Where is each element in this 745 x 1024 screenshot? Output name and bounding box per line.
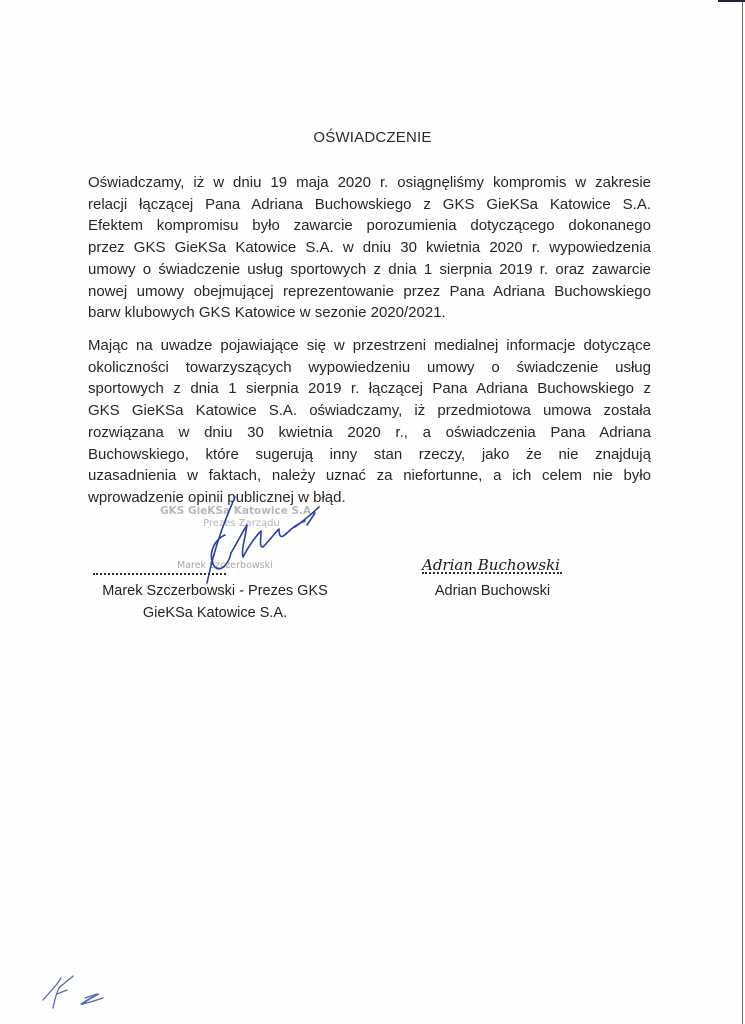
- signatory-left-company: GieKSa Katowice S.A.: [142, 605, 288, 621]
- scan-edge-right: [742, 0, 743, 1024]
- paragraph-line: barw klubowych GKS Katowice w sezonie 2020/2021.: [88, 304, 446, 322]
- handwritten-signature-left: [195, 495, 335, 590]
- initials-ink-strokes: [43, 976, 103, 1008]
- paragraph-line: przez GKS GieKSa Katowice S.A. w dniu 30 kwietnia 2020 r. wypowiedzenia: [88, 239, 651, 257]
- paragraph-line: Oświadczamy, iż w dniu 19 maja 2020 r. osiągnęliśmy kompromis w zakresie: [88, 174, 651, 191]
- signature-line-right: [422, 572, 562, 574]
- paragraph-line: wprowadzenie opinii publicznej w błąd.: [88, 488, 346, 506]
- signatory-left: [85, 580, 345, 624]
- paragraph-2: [88, 335, 651, 509]
- paragraph-line: rozwiązana w dniu 30 kwietnia 2020 r., a oświadczenia Pana Adriana: [88, 423, 651, 441]
- signature-script-text: Adrian Buchowski: [422, 556, 560, 574]
- paragraph-line: sportowych z dnia 1 sierpnia 2019 r. łączącej Pana Adriana Buchowskiego z: [88, 380, 651, 398]
- signature-ink-strokes: [207, 497, 319, 583]
- signatory-left-name: Marek Szczerbowski - Prezes GKS: [102, 583, 328, 599]
- paragraph-line: Mając na uwadze pojawiające się w przestrzeni medialnej informacje dotyczące: [88, 337, 651, 354]
- scan-edge-top: [718, 0, 745, 2]
- paragraph-line: umowy o świadczenie usług sportowych z dnia 1 sierpnia 2019 r. oraz zawarcie: [88, 260, 651, 278]
- paragraph-line: relacji łączącej Pana Adriana Buchowskiego z GKS GieKSa Katowice S.A.: [88, 195, 651, 213]
- stamp-signatory-name: Marek Szczerbowski: [177, 560, 273, 571]
- stamp-position: Prezes Zarządu: [203, 518, 280, 529]
- page-initials: [35, 968, 115, 1013]
- paragraph-1: [88, 172, 651, 324]
- paragraph-line: uzasadnienia w faktach, należy uznać za niefortunne, a ich celem nie było: [88, 467, 651, 485]
- document-title: OŚWIADCZENIE: [313, 129, 432, 146]
- paragraph-line: Buchowskiego, które sugerują inny stan rzeczy, jako że nie znajdują: [88, 445, 651, 463]
- signatory-right-name: Adrian Buchowski: [434, 583, 551, 599]
- paragraph-line: GKS GieKSa Katowice S.A. oświadczamy, iż przedmiotowa umowa została: [88, 402, 651, 420]
- paragraph-line: Efektem kompromisu było zawarcie porozumienia dotyczącego dokonanego: [88, 217, 651, 235]
- paragraph-line: nowej umowy obejmującej reprezentowanie przez Pana Adriana Buchowskiego: [88, 282, 651, 300]
- stamp-company-name: GKS GieKSa Katowice S.A.: [160, 505, 316, 517]
- paragraph-line: okoliczności towarzyszących wypowiedzeniu umowy o świadczenie usług: [88, 358, 651, 376]
- signature-line-left: [93, 573, 226, 575]
